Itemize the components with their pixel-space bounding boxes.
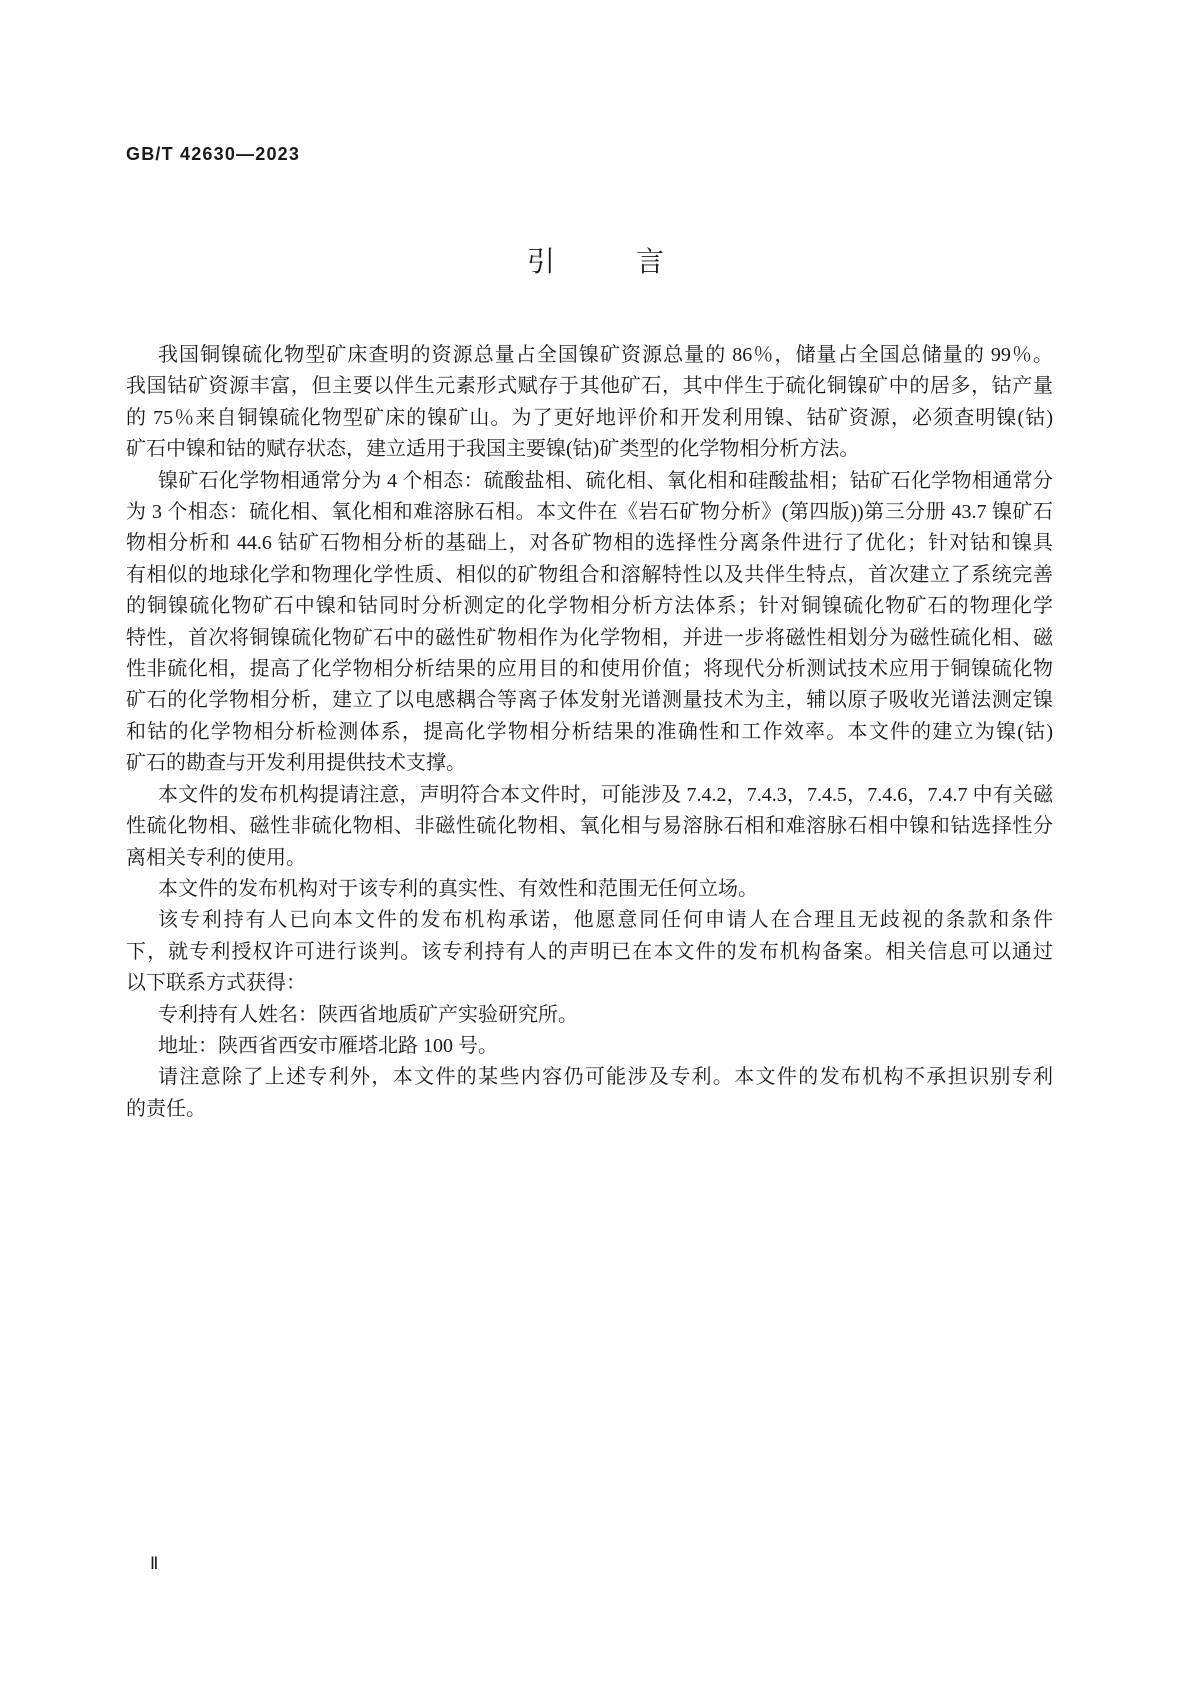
paragraph-line: 的 75％来自铜镍硫化物型矿床的镍矿山。为了更好地评价和开发利用镍、钴矿资源，必须查明镍(钴) — [126, 406, 1053, 429]
introduction-body — [126, 340, 1053, 1125]
paragraph-line: 本文件的发布机构对于该专利的真实性、有效性和范围无任何立场。 — [158, 877, 758, 900]
paragraph-line: 有相似的地球化学和物理化学性质、相似的矿物组合和溶解特性以及共伴生特点，首次建立了系统完善 — [126, 563, 1053, 586]
section-title: 引 言 — [527, 245, 664, 278]
paragraph-line: 特性，首次将铜镍硫化物矿石中的磁性矿物相作为化学物相，并进一步将磁性相划分为磁性硫化相、磁 — [126, 626, 1053, 649]
paragraph-line: 的责任。 — [126, 1097, 206, 1120]
paragraph-line: 矿石中镍和钴的赋存状态，建立适用于我国主要镍(钴)矿类型的化学物相分析方法。 — [126, 438, 860, 461]
paragraph-line: 以下联系方式获得： — [126, 972, 306, 995]
paragraph-line: 本文件的发布机构提请注意，声明符合本文件时，可能涉及 7.4.2，7.4.3，7.4.5，7.4.6，7.4.7 中有关磁 — [158, 783, 1053, 806]
paragraph-8 — [126, 1062, 1053, 1125]
paragraph-line: 离相关专利的使用。 — [126, 846, 306, 869]
paragraph-line: 专利持有人姓名：陕西省地质矿产实验研究所。 — [158, 1003, 578, 1026]
paragraph-line: 为 3 个相态：硫化相、氧化相和难溶脉石相。本文件在《岩石矿物分析》(第四版))第三分册 43.7 镍矿石 — [126, 501, 1053, 524]
paragraph-line: 和钴的化学物相分析检测体系，提高化学物相分析结果的准确性和工作效率。本文件的建立为镍(钴) — [126, 720, 1053, 743]
paragraph-line: 矿石的勘查与开发利用提供技术支撑。 — [126, 752, 466, 775]
paragraph-line: 该专利持有人已向本文件的发布机构承诺，他愿意同任何申请人在合理且无歧视的条款和条件 — [158, 909, 1053, 932]
paragraph-line: 下，就专利授权许可进行谈判。该专利持有人的声明已在本文件的发布机构备案。相关信息可以通过 — [126, 940, 1053, 963]
paragraph-2 — [126, 466, 1053, 780]
paragraph-6 — [126, 1000, 1053, 1031]
paragraph-line: 我国铜镍硫化物型矿床查明的资源总量占全国镍矿资源总量的 86％，储量占全国总储量的 99％。 — [158, 344, 1053, 366]
paragraph-line: 性硫化物相、磁性非硫化物相、非磁性硫化物相、氧化相与易溶脉石相和难溶脉石相中镍和钴选择性分 — [126, 815, 1053, 838]
paragraph-line: 请注意除了上述专利外，本文件的某些内容仍可能涉及专利。本文件的发布机构不承担识别专利 — [158, 1066, 1053, 1089]
paragraph-5 — [126, 905, 1053, 999]
paragraph-line: 物相分析和 44.6 钴矿石物相分析的基础上，对各矿物相的选择性分离条件进行了优化；针对钴和镍具 — [126, 532, 1053, 555]
paragraph-line: 的铜镍硫化物矿石中镍和钴同时分析测定的化学物相分析方法体系；针对铜镍硫化物矿石的物理化学 — [126, 595, 1053, 618]
paragraph-line: 性非硫化相，提高了化学物相分析结果的应用目的和使用价值；将现代分析测试技术应用于铜镍硫化物 — [126, 658, 1053, 681]
paragraph-line: 矿石的化学物相分析，建立了以电感耦合等离子体发射光谱测量技术为主，辅以原子吸收光谱法测定镍 — [126, 689, 1053, 712]
page-number: Ⅱ — [150, 1554, 159, 1573]
paragraph-7 — [126, 1031, 1053, 1062]
standard-code-header: GB/T 42630—2023 — [126, 144, 301, 164]
paragraph-3 — [126, 780, 1053, 874]
paragraph-line: 地址：陕西省西安市雁塔北路 100 号。 — [158, 1034, 498, 1057]
paragraph-line: 我国钴矿资源丰富，但主要以伴生元素形式赋存于其他矿石，其中伴生于硫化铜镍矿中的居多，钴产量 — [126, 375, 1053, 398]
paragraph-4 — [126, 874, 1053, 905]
paragraph-line: 镍矿石化学物相通常分为 4 个相态：硫酸盐相、硫化相、氧化相和硅酸盐相；钴矿石化学物相通常分 — [158, 469, 1053, 492]
paragraph-1 — [126, 340, 1053, 466]
